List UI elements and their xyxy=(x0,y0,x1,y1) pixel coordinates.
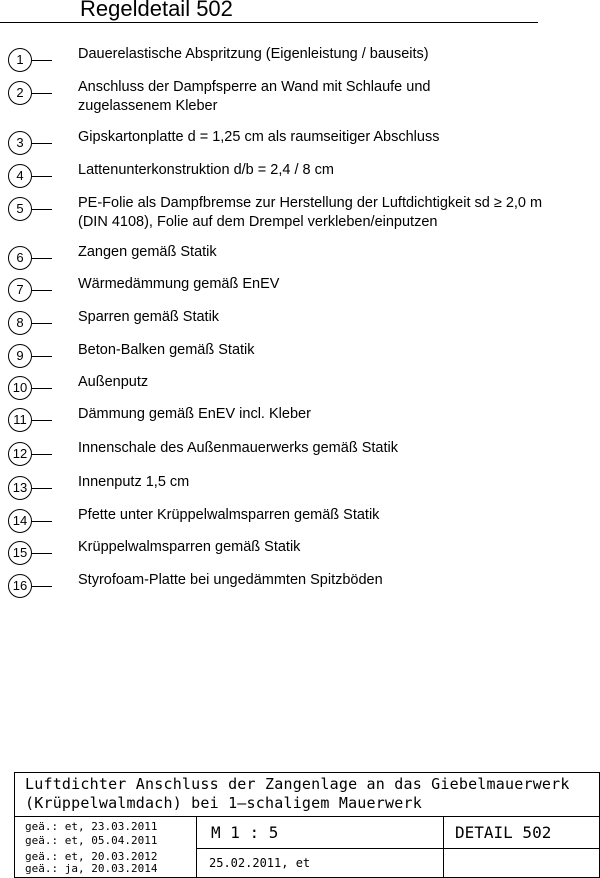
leader-line xyxy=(32,93,52,94)
leader-line xyxy=(32,553,52,554)
legend-number-badge: 5 xyxy=(8,197,32,221)
legend-number-badge: 14 xyxy=(8,509,32,533)
leader-line xyxy=(32,521,52,522)
legend-number-badge: 11 xyxy=(8,408,32,432)
legend-number-badge: 2 xyxy=(8,81,32,105)
leader-line xyxy=(32,388,52,389)
legend-number-badge: 4 xyxy=(8,164,32,188)
legend-label: (DIN 4108), Folie auf dem Drempel verkleben/einputzen xyxy=(78,214,438,230)
page-title: Regeldetail 502 xyxy=(80,0,233,21)
leader-line xyxy=(32,60,52,61)
title-block-col-divider-2 xyxy=(443,816,444,877)
leader-line xyxy=(32,356,52,357)
leader-line xyxy=(32,176,52,177)
legend-number-badge: 1 xyxy=(8,48,32,72)
detail-number: DETAIL 502 xyxy=(455,823,552,842)
legend-label: zugelassenem Kleber xyxy=(78,98,218,114)
revision-entry: geä.: et, 23.03.2011 xyxy=(25,820,158,833)
legend-label: Styrofoam-Platte bei ungedämmten Spitzböden xyxy=(78,572,383,588)
legend-number-badge: 6 xyxy=(8,246,32,270)
leader-line xyxy=(32,454,52,455)
leader-line xyxy=(32,420,52,421)
leader-line xyxy=(32,258,52,259)
leader-line xyxy=(32,323,52,324)
legend-number-badge: 12 xyxy=(8,442,32,466)
legend-label: Dauerelastische Abspritzung (Eigenleistung / bauseits) xyxy=(78,46,429,62)
legend-label: Beton-Balken gemäß Statik xyxy=(78,342,255,358)
legend-label: Innenschale des Außenmauerwerks gemäß Statik xyxy=(78,440,398,456)
legend-number-badge: 9 xyxy=(8,344,32,368)
legend-label: Außenputz xyxy=(78,374,149,390)
legend-label: Innenputz 1,5 cm xyxy=(78,474,190,490)
leader-line xyxy=(32,488,52,489)
legend-label: Dämmung gemäß EnEV incl. Kleber xyxy=(78,406,311,422)
leader-line xyxy=(32,290,52,291)
scale-label: M 1 : 5 xyxy=(211,823,279,842)
legend-number-badge: 10 xyxy=(8,376,32,400)
legend-label: Lattenunterkonstruktion d/b = 2,4 / 8 cm xyxy=(78,162,334,178)
legend-number-badge: 16 xyxy=(8,574,32,598)
legend-label: Sparren gemäß Statik xyxy=(78,309,220,325)
legend-label: Pfette unter Krüppelwalmsparren gemäß Statik xyxy=(78,507,380,523)
title-block-heading-line-1: Luftdichter Anschluss der Zangenlage an das Giebelmauerwerk xyxy=(25,775,570,793)
legend-number-badge: 8 xyxy=(8,311,32,335)
legend-label: Gipskartonplatte d = 1,25 cm als raumseitiger Abschluss xyxy=(78,129,440,145)
title-block-heading-line-2: (Krüppelwalmdach) bei 1–schaligem Mauerwerk xyxy=(25,794,422,812)
revision-entry: geä.: et, 05.04.2011 xyxy=(25,834,158,847)
title-block-divider xyxy=(15,816,599,817)
title-block-row-divider xyxy=(196,848,599,849)
title-block-col-divider-1 xyxy=(196,816,197,877)
legend-number-badge: 15 xyxy=(8,541,32,565)
legend-number-badge: 3 xyxy=(8,131,32,155)
revision-entry: geä.: et, 20.03.2012 xyxy=(25,850,158,863)
title-block xyxy=(14,772,600,878)
drawing-date: 25.02.2011, et xyxy=(209,856,311,870)
legend-number-badge: 13 xyxy=(8,476,32,500)
legend-label: Wärmedämmung gemäß EnEV xyxy=(78,276,280,292)
leader-line xyxy=(32,209,52,210)
legend-label: PE-Folie als Dampfbremse zur Herstellung der Luftdichtigkeit sd ≥ 2,0 m xyxy=(78,195,543,211)
legend-label: Zangen gemäß Statik xyxy=(78,244,217,260)
leader-line xyxy=(32,143,52,144)
legend-label: Krüppelwalmsparren gemäß Statik xyxy=(78,539,301,555)
legend-label: Anschluss der Dampfsperre an Wand mit Schlaufe und xyxy=(78,79,431,95)
leader-line xyxy=(32,586,52,587)
legend-number-badge: 7 xyxy=(8,278,32,302)
revision-entry: geä.: ja, 20.03.2014 xyxy=(25,862,158,875)
